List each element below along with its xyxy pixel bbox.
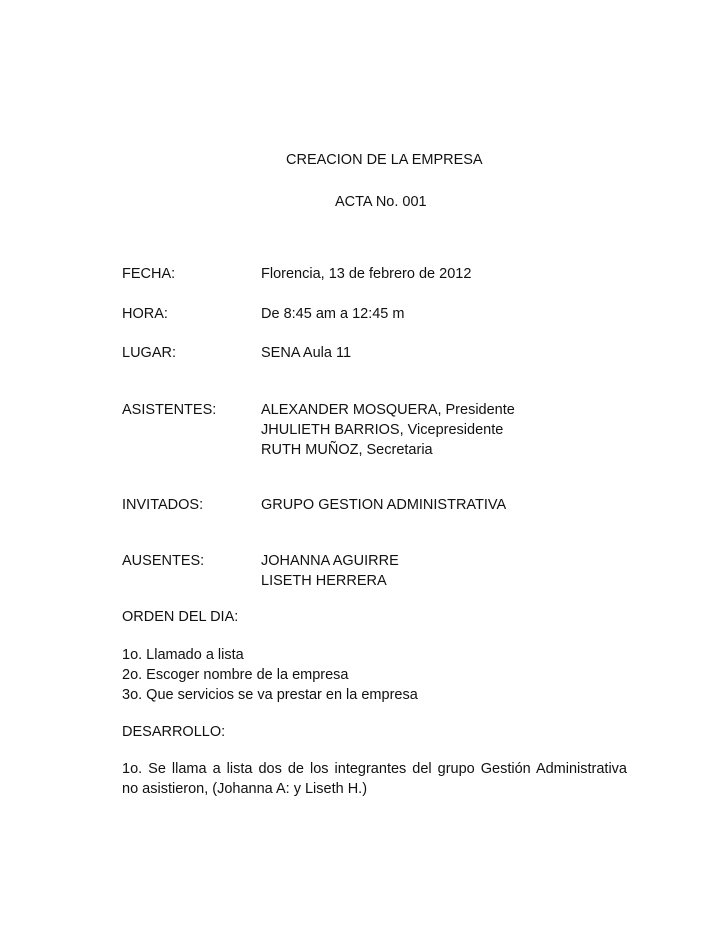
desarrollo-paragraph-line: 1o. Se llama a lista dos de los integrantes del grupo Gestión Administrativa bbox=[122, 761, 627, 777]
ausentes-label: AUSENTES: bbox=[122, 553, 205, 569]
asistente-item: RUTH MUÑOZ, Secretaria bbox=[261, 442, 433, 458]
fecha-label: FECHA: bbox=[122, 266, 176, 282]
ausente-item: JOHANNA AGUIRRE bbox=[261, 553, 399, 569]
hora-value: De 8:45 am a 12:45 m bbox=[261, 306, 405, 322]
lugar-label: LUGAR: bbox=[122, 345, 176, 361]
asistentes-label: ASISTENTES: bbox=[122, 402, 217, 418]
asistente-item: ALEXANDER MOSQUERA, Presidente bbox=[261, 402, 515, 418]
orden-item: 3o. Que servicios se va prestar en la empresa bbox=[122, 687, 418, 703]
orden-item: 2o. Escoger nombre de la empresa bbox=[122, 667, 349, 683]
acta-number: ACTA No. 001 bbox=[335, 194, 427, 210]
invitados-value: GRUPO GESTION ADMINISTRATIVA bbox=[261, 497, 507, 513]
lugar-value: SENA Aula 11 bbox=[261, 345, 352, 361]
document-title: CREACION DE LA EMPRESA bbox=[286, 152, 483, 168]
hora-label: HORA: bbox=[122, 306, 168, 322]
desarrollo-heading: DESARROLLO: bbox=[122, 724, 226, 740]
orden-del-dia-heading: ORDEN DEL DIA: bbox=[122, 609, 239, 625]
orden-item: 1o. Llamado a lista bbox=[122, 647, 244, 663]
invitados-label: INVITADOS: bbox=[122, 497, 204, 513]
asistente-item: JHULIETH BARRIOS, Vicepresidente bbox=[261, 422, 504, 438]
ausente-item: LISETH HERRERA bbox=[261, 573, 387, 589]
fecha-value: Florencia, 13 de febrero de 2012 bbox=[261, 266, 472, 282]
desarrollo-paragraph-line: no asistieron, (Johanna A: y Liseth H.) bbox=[122, 781, 368, 797]
